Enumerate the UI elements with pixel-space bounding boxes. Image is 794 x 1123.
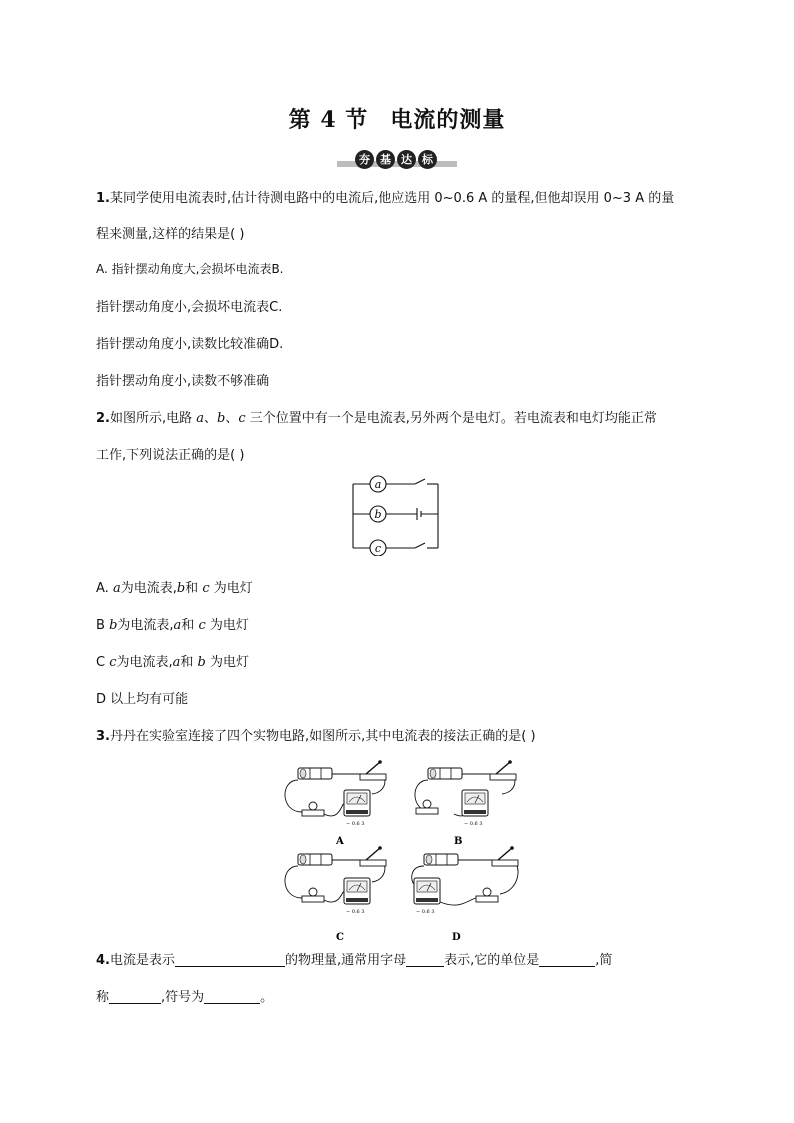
q2-number: 2. [96, 411, 110, 426]
q4-line1: 4.电流是表示 的物理量,通常用字母 表示,它的单位是 ,简 [96, 953, 613, 968]
switch-bottom-icon [415, 543, 425, 548]
q2-stem-text: 如图所示,电路 [109, 411, 197, 426]
circuit-label-a: A [336, 836, 344, 847]
q1-option-d: 指针摆动角度小,读数不够准确 [96, 374, 270, 389]
label-c: c [374, 542, 382, 555]
q4-blank-1[interactable] [175, 952, 285, 967]
circuit-label-b: B [454, 836, 463, 847]
q1-stem-text: 某同学使用电流表时,估计待测电路中的电流后,他应选用 0~0.6 A 的量程,但他却误用 0~3 A 的量 [109, 191, 675, 206]
badge-char: 达 [397, 150, 416, 169]
badge-char: 基 [376, 150, 395, 169]
var-a: a [196, 411, 205, 426]
q4-line2: 称 ,符号为 。 [96, 990, 274, 1005]
section-number: 第 4 节 [288, 107, 369, 133]
q4-blank-2[interactable] [406, 952, 444, 967]
q1-option-b: 指针摆动角度小,会损坏电流表C. [96, 300, 283, 315]
circuit-d [412, 846, 518, 915]
page-title [0, 103, 794, 134]
q2-stem-line1 [96, 407, 657, 426]
meter-scale-d: − 0.6 3 [416, 909, 435, 915]
meter-scale-a: − 0.6 3 [346, 821, 365, 827]
q2-option-d: D 以上均有可能 [96, 692, 189, 707]
q2-option-c: C c为电流表,a和 b 为电灯 [96, 655, 250, 670]
q2-circuit-diagram [345, 470, 445, 556]
q1-stem-line2: 程来测量,这样的结果是( ) [96, 227, 245, 242]
q4-blank-3[interactable] [539, 952, 595, 967]
var-c: c [238, 411, 246, 426]
q3-number: 3. [96, 729, 110, 744]
q3-stem [96, 725, 536, 744]
circuit-label-c: C [336, 932, 344, 942]
q4-blank-4[interactable] [109, 989, 161, 1004]
q4-number: 4. [96, 953, 110, 968]
circuit-label-d: D [452, 932, 461, 942]
label-a: a [374, 478, 382, 491]
q2-stem-text: 三个位置中有一个是电流表,另外两个是电灯。若电流表和电灯均能正常 [245, 411, 657, 426]
q1-option-a: A. 指针摆动角度大,会损坏电流表B. [96, 262, 284, 276]
section-name: 电流的测量 [390, 107, 506, 133]
q2-option-a: A. a为电流表,b和 c 为电灯 [96, 581, 253, 596]
label-b: b [374, 508, 382, 521]
section-badge [337, 149, 457, 171]
badge-char: 标 [418, 150, 437, 169]
q3-stem-text: 丹丹在实验室连接了四个实物电路,如图所示,其中电流表的接法正确的是( ) [109, 729, 536, 744]
circuit-b [415, 760, 516, 827]
q2-option-b: B b为电流表,a和 c 为电灯 [96, 618, 249, 633]
q1-option-c: 指针摆动角度小,读数比较准确D. [96, 337, 284, 352]
q2-stem-line2: 工作,下列说法正确的是( ) [96, 448, 245, 463]
q1-number: 1. [96, 191, 110, 206]
var-b: b [217, 411, 226, 426]
q1-stem-line1 [96, 187, 674, 206]
circuit-c [285, 846, 386, 915]
q2-sep: 、 [225, 411, 239, 426]
circuit-a [285, 760, 386, 827]
q2-sep: 、 [204, 411, 218, 426]
badge-char: 夯 [355, 150, 374, 169]
meter-scale-c: − 0.6 3 [346, 909, 365, 915]
meter-scale-b: − 0.6 3 [464, 821, 483, 827]
q4-blank-5[interactable] [204, 989, 260, 1004]
switch-top-icon [415, 479, 425, 484]
q3-circuits-figure [280, 752, 530, 942]
